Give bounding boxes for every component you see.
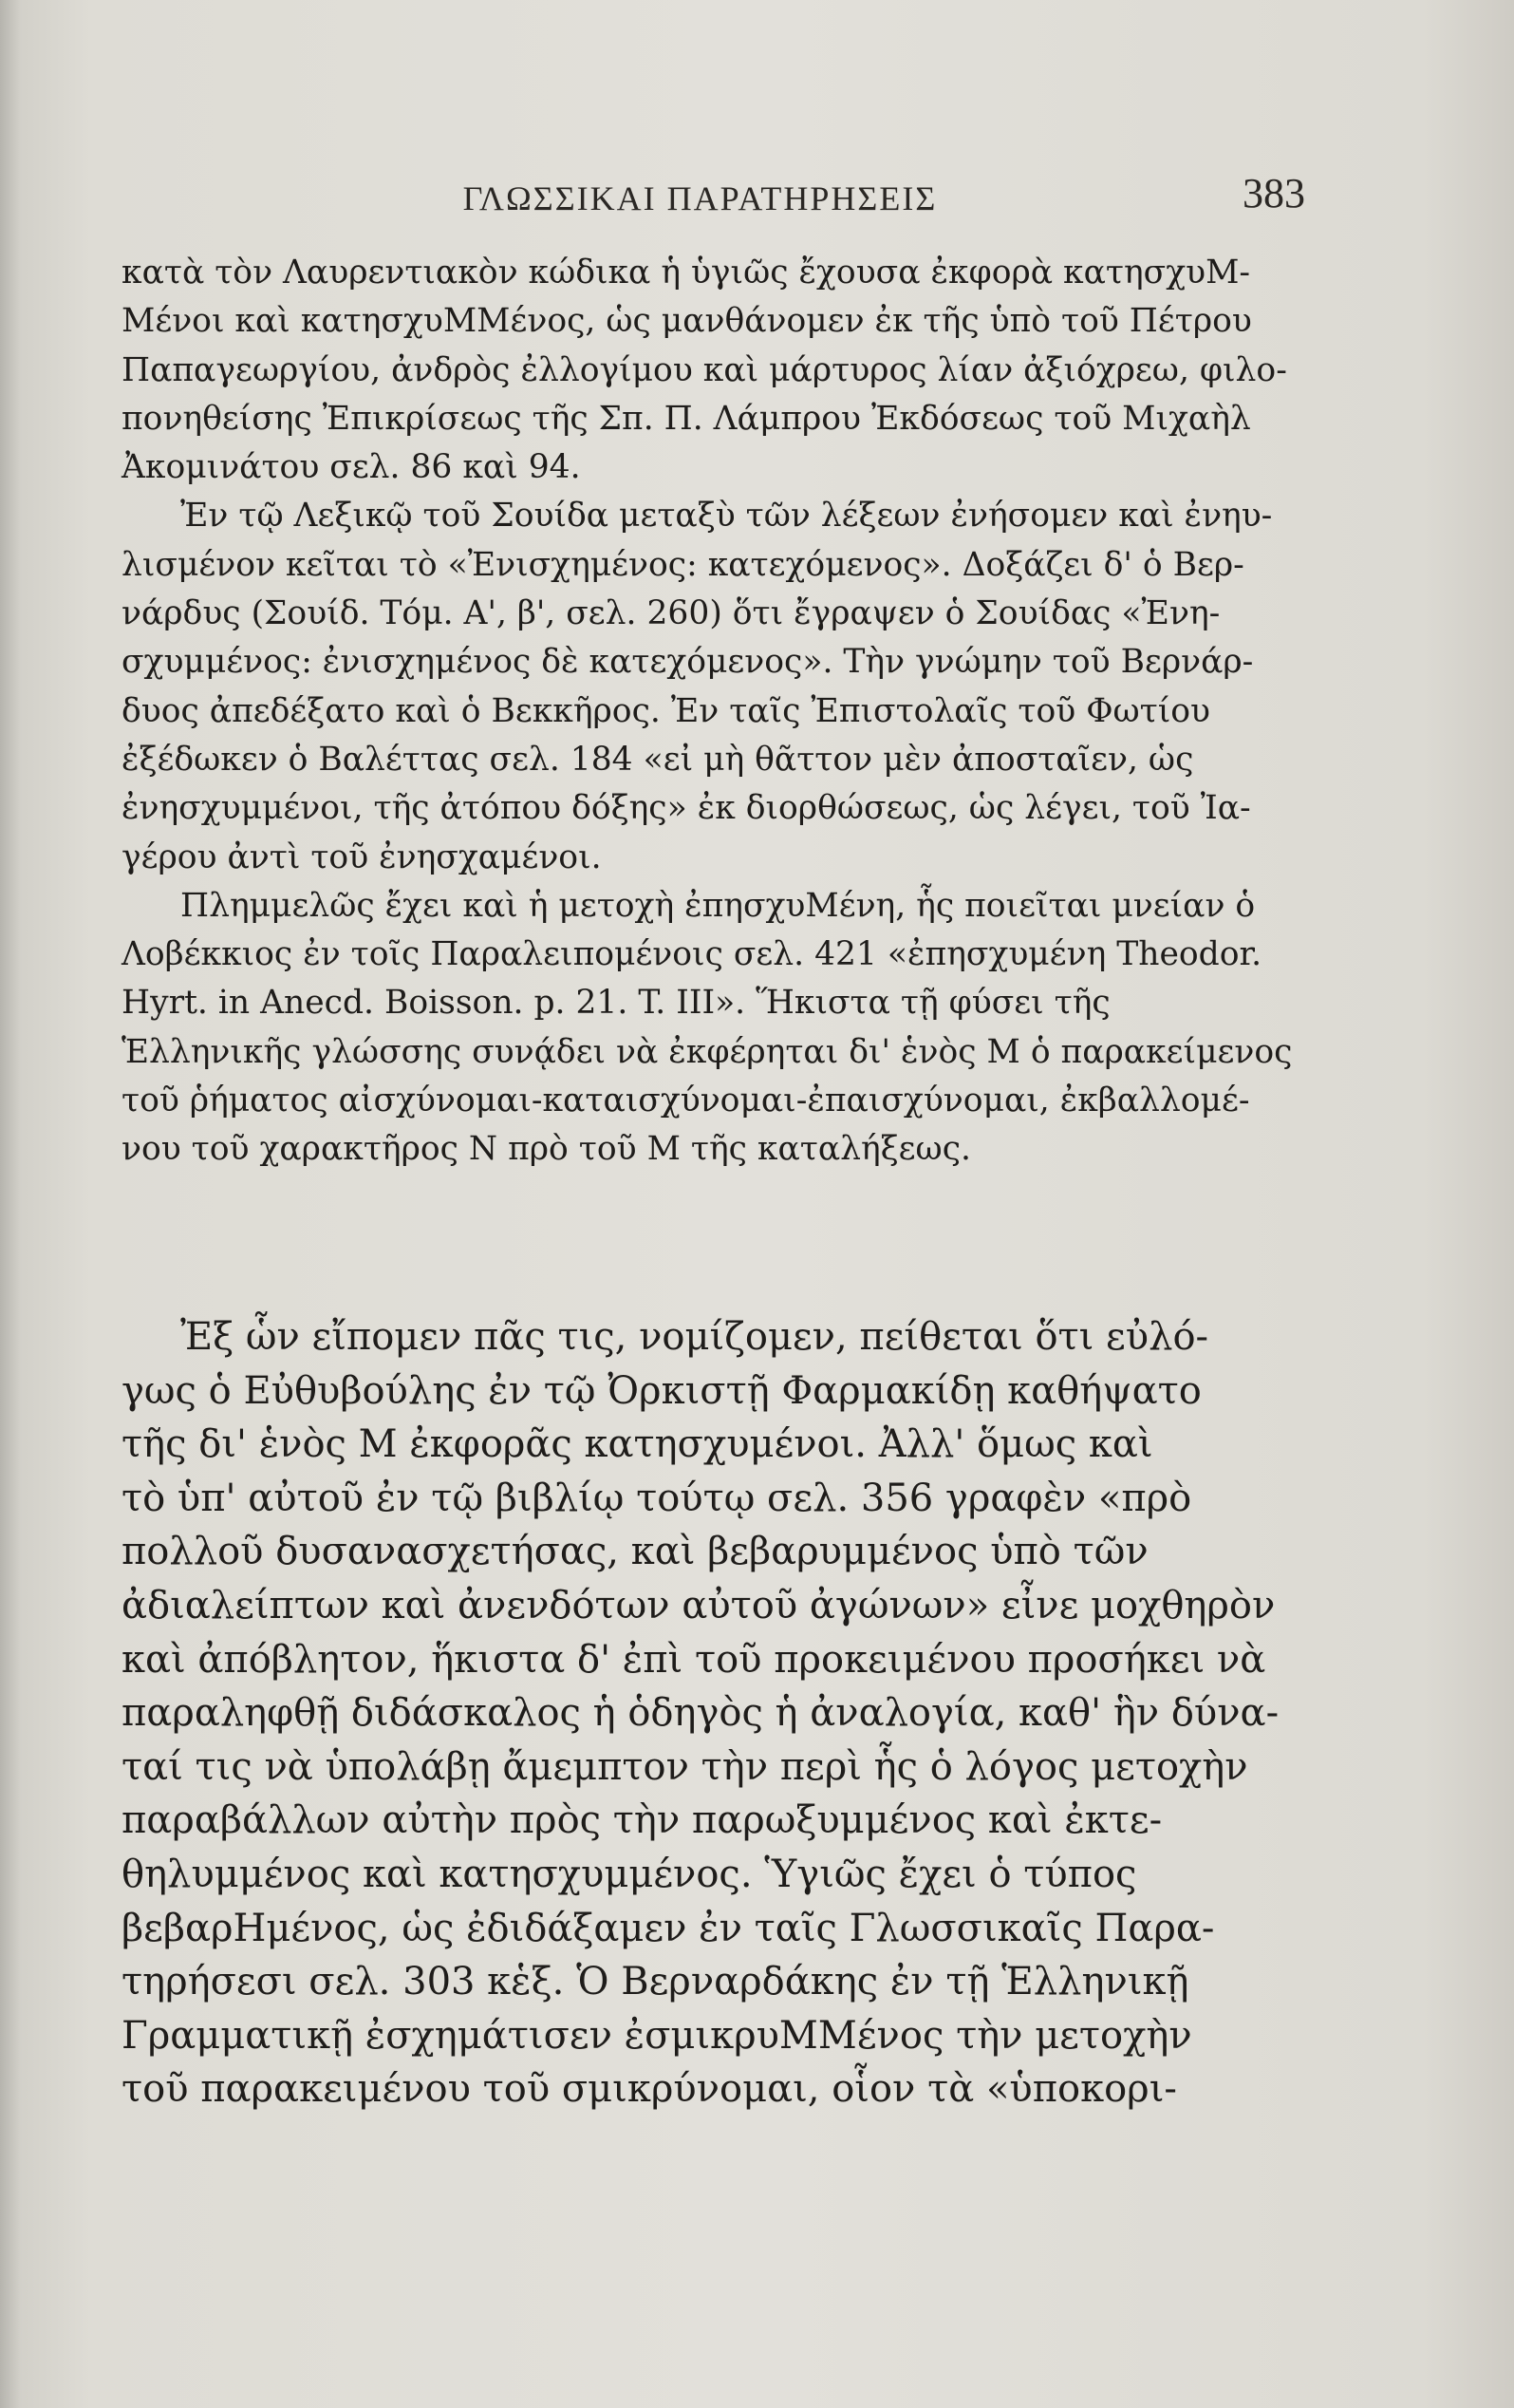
text-line: Hyrt. in Anecd. Boisson. p. 21. T. III». Ἥκιστα τῇ φύσει τῆς [121, 984, 1111, 1023]
text-line: νου τοῦ χαρακτῆρος Ν πρὸ τοῦ Μ τῆς καταλήξεως. [121, 1130, 971, 1169]
text-line: τοῦ παρακειμένου τοῦ σμικρύνομαι, οἷον τὰ «ὑποκορι- [121, 2067, 1177, 2112]
text-line: τῆς δι' ἑνὸς Μ ἐκφορᾶς κατησχυμένοι. Ἀλλ' ὅμως καὶ [121, 1422, 1153, 1467]
text-line: καὶ ἀπόβλητον, ἥκιστα δ' ἐπὶ τοῦ προκειμένου προσήκει νὰ [121, 1637, 1266, 1682]
page-header [123, 169, 1305, 226]
text-line: νάρδυς (Σουίδ. Τόμ. Α', β', σελ. 260) ὅτι ἔγραψεν ὁ Σουίδας «Ἐνη- [121, 594, 1221, 633]
text-line: παραβάλλων αὐτὴν πρὸς τὴν παρωξυμμένος καὶ ἐκτε- [121, 1798, 1163, 1843]
text-line: τὸ ὑπ' αὐτοῦ ἐν τῷ βιβλίῳ τούτῳ σελ. 356 γραφὲν «πρὸ [121, 1476, 1192, 1520]
text-line: παραληφθῇ διδάσκαλος ἡ ὁδηγὸς ἡ ἀναλογία, καθ' ἣν δύνα- [121, 1691, 1280, 1736]
text-line: πονηθείσης Ἐπικρίσεως τῆς Σπ. Π. Λάμπρου Ἐκδόσεως τοῦ Μιχαὴλ [121, 399, 1251, 438]
text-line: γως ὁ Εὐθυβούλης ἐν τῷ Ὀρκιστῇ Φαρμακίδῃ καθήψατο [121, 1368, 1202, 1413]
running-head: ΓΛΩΣΣΙΚΑΙ ΠΑΡΑΤΗΡΗΣΕΙΣ [462, 179, 938, 217]
text-line: ἐξέδωκεν ὁ Βαλέττας σελ. 184 «εἰ μὴ θᾶττον μὲν ἀποσταῖεν, ὡς [121, 740, 1194, 779]
text-line: βεβαρΗμένος, ὡς ἐδιδάξαμεν ἐν ταῖς Γλωσσικαῖς Παρα- [121, 1906, 1215, 1950]
text-line: γέρου ἀντὶ τοῦ ἐνησχαμένοι. [121, 837, 602, 876]
text-line: κατὰ τὸν Λαυρεντιακὸν κώδικα ἡ ὑγιῶς ἔχουσα ἐκφορὰ κατησχυΜ- [121, 254, 1251, 292]
text-line: λισμένον κεῖται τὸ «Ἐνισχημένος: κατεχόμενος». Δοξάζει δ' ὁ Βερ- [121, 545, 1244, 584]
page-number: 383 [1243, 170, 1305, 216]
text-line: δυος ἀπεδέξατο καὶ ὁ Βεκκῆρος. Ἐν ταῖς Ἐπιστολαῖς τοῦ Φωτίου [121, 691, 1210, 730]
text-line: Ἐν τῷ Λεξικῷ τοῦ Σουίδα μεταξὺ τῶν λέξεων ἐνήσομεν καὶ ἐνηυ- [180, 497, 1273, 536]
text-line: Ἐξ ὧν εἴπομεν πᾶς τις, νομίζομεν, πείθεται ὅτι εὐλό- [180, 1315, 1209, 1359]
text-line: Λοβέκκιος ἐν τοῖς Παραλειπομένοις σελ. 421 «ἐπησχυμένη Theodor. [121, 935, 1262, 974]
text-line: ἐνησχυμμένοι, τῆς ἀτόπου δόξης» ἐκ διορθώσεως, ὡς λέγει, τοῦ Ἰα- [121, 789, 1251, 828]
text-line: ταί τις νὰ ὑπολάβῃ ἄμεμπτον τὴν περὶ ἧς ὁ λόγος μετοχὴν [121, 1744, 1248, 1789]
page-edge-shadow [0, 0, 21, 2408]
text-line: Παπαγεωργίου, ἀνδρὸς ἐλλογίμου καὶ μάρτυρος λίαν ἀξιόχρεω, φιλο- [121, 350, 1287, 389]
text-line: πολλοῦ δυσανασχετήσας, καὶ βεβαρυμμένος ὑπὸ τῶν [121, 1530, 1149, 1574]
text-line: Γραμματικῇ ἐσχημάτισεν ἐσμικρυΜΜένος τὴν μετοχὴν [121, 2013, 1192, 2058]
text-line: Ἀκομινάτου σελ. 86 καὶ 94. [121, 448, 581, 487]
large-type-paragraph [121, 1310, 1280, 2116]
text-line: ἀδιαλείπτων καὶ ἀνενδότων αὐτοῦ ἀγώνων» εἶνε μοχθηρὸν [121, 1583, 1276, 1627]
text-line: τηρήσεσι σελ. 303 κἑξ. Ὁ Βερναρδάκης ἐν τῇ Ἑλληνικῇ [121, 1960, 1189, 2004]
text-line: σχυμμένος: ἐνισχημένος δὲ κατεχόμενος». Τὴν γνώμην τοῦ Βερνάρ- [121, 643, 1254, 682]
text-line: θηλυμμένος καὶ κατησχυμμένος. Ὑγιῶς ἔχει ὁ τύπος [121, 1852, 1137, 1896]
small-type-paragraphs [121, 249, 1293, 1175]
text-line: τοῦ ῥήματος αἰσχύνομαι-καταισχύνομαι-ἐπαισχύνομαι, ἐκβαλλομέ- [121, 1082, 1250, 1120]
text-line: Πλημμελῶς ἔχει καὶ ἡ μετοχὴ ἐπησχυΜένη, ἧς ποιεῖται μνείαν ὁ [180, 886, 1256, 925]
text-line: Ἑλληνικῆς γλώσσης συνᾴδει νὰ ἐκφέρηται δι' ἑνὸς Μ ὁ παρακείμενος [121, 1032, 1293, 1071]
text-line: Μένοι καὶ κατησχυΜΜένος, ὡς μανθάνομεν ἐκ τῆς ὑπὸ τοῦ Πέτρου [121, 302, 1252, 341]
